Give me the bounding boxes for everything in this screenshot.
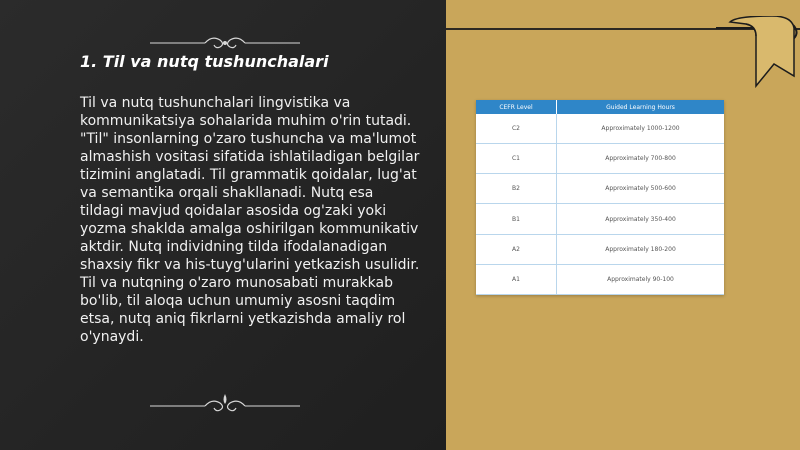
scroll-bookmark-decoration <box>716 16 800 100</box>
slide-body-text: Til va nutq tushunchalari lingvistika va kommunikatsiya sohalarida muhim o'rin tutadi. "Til" insonlarning o'zaro tushuncha va ma'lumot almashish vositasi sifatida ishlatiladigan belgilar tizimini anglatadi. Til grammatik qoidalar, lug'at va semantika orqali shakllanadi. Nutq esa tildagi mavjud qoidalar asosida og'zaki yoki yozma shaklda amalga oshirilgan kommunikativ aktdir. Nutq individning tilda ifodalanadigan shaxsiy fikr va his-tuyg'ularini yetkazish usulidir. Til va nutqning o'zaro munosabati murakkab bo'lib, til aloqa uchun umumiy asosni taqdim etsa, nutq aniq fikrlarni yetkazishda amaliy rol o'ynaydi. <box>80 95 420 345</box>
table-cell-hours: Approximately 700-800 <box>557 144 725 174</box>
column-header-level: CEFR Level <box>476 100 557 114</box>
table-cell-hours: Approximately 1000-1200 <box>557 114 725 144</box>
ornament-divider-bottom <box>150 390 300 412</box>
table-cell-hours: Approximately 350-400 <box>557 204 725 234</box>
table-cell-level: C2 <box>476 114 557 144</box>
column-header-hours: Guided Learning Hours <box>557 100 725 114</box>
table-cell-level: B2 <box>476 174 557 204</box>
table-row <box>476 114 724 144</box>
table-cell-hours: Approximately 180-200 <box>557 234 725 264</box>
table-row <box>476 204 724 234</box>
table-row <box>476 174 724 204</box>
table-row <box>476 234 724 264</box>
table-cell-level: A2 <box>476 234 557 264</box>
table-row <box>476 144 724 174</box>
table-header-row <box>476 100 724 114</box>
table-row <box>476 264 724 294</box>
table-cell-level: B1 <box>476 204 557 234</box>
table-cell-level: A1 <box>476 264 557 294</box>
table-cell-hours: Approximately 500-600 <box>557 174 725 204</box>
ornament-divider-top <box>150 32 300 54</box>
table-cell-level: C1 <box>476 144 557 174</box>
table-cell-hours: Approximately 90-100 <box>557 264 725 294</box>
cefr-hours-table <box>476 100 724 295</box>
slide-title: 1. Til va nutq tushunchalari <box>80 52 329 71</box>
